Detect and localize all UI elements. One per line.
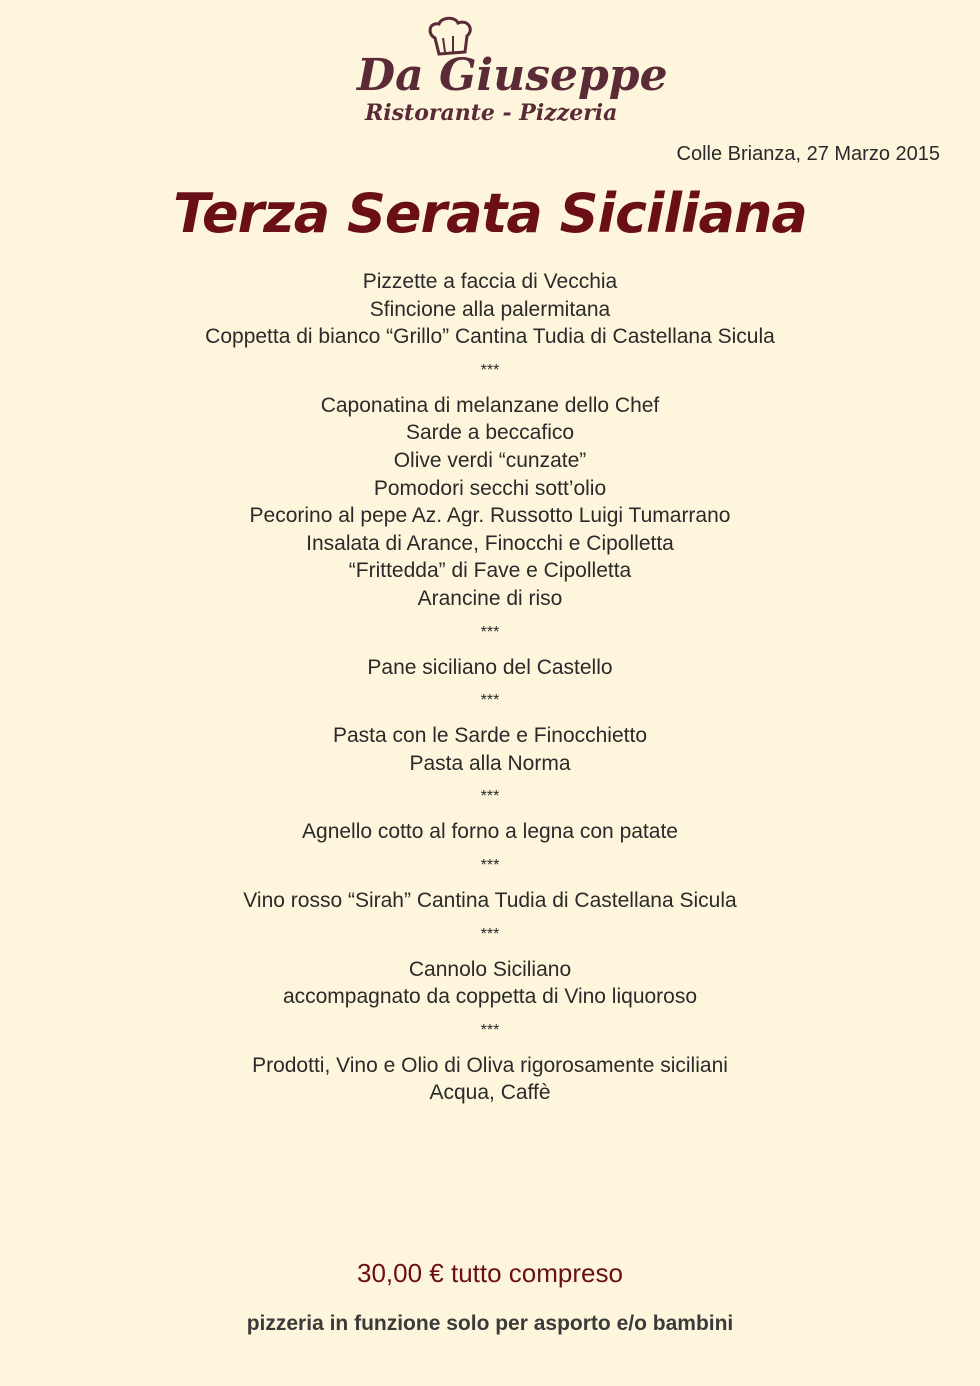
course-separator: *** bbox=[480, 692, 500, 710]
dateline: Colle Brianza, 27 Marzo 2015 bbox=[676, 143, 940, 165]
logo-subtitle: Ristorante - Pizzeria bbox=[365, 100, 618, 126]
course-separator: *** bbox=[480, 788, 500, 806]
logo-name: Da Giuseppe bbox=[357, 50, 668, 101]
menu-item: Olive verdi “cunzate” bbox=[393, 448, 587, 472]
course-separator: *** bbox=[480, 623, 500, 641]
menu-item: Pecorino al pepe Az. Agr. Russotto Luigi Tumarrano bbox=[249, 504, 731, 528]
menu-item: Pomodori secchi sott’olio bbox=[373, 476, 607, 500]
pizzeria-note: pizzeria in funzione solo per asporto e/o bambini bbox=[246, 1312, 734, 1335]
restaurant-logo bbox=[355, 16, 668, 131]
menu-item: Vino rosso “Sirah” Cantina Tudia di Castellana Sicula bbox=[243, 888, 737, 912]
menu-item: accompagnato da coppetta di Vino liquoroso bbox=[282, 985, 698, 1009]
course-group bbox=[0, 654, 980, 682]
menu-item: Pizzette a faccia di Vecchia bbox=[362, 270, 618, 293]
course-group bbox=[0, 392, 980, 613]
course-group bbox=[0, 887, 980, 915]
menu-item: Sarde a beccafico bbox=[405, 421, 575, 445]
menu-item: Cannolo Siciliano bbox=[408, 957, 572, 981]
menu-item: Prodotti, Vino e Olio di Oliva rigorosamente siciliani bbox=[252, 1053, 728, 1077]
menu-item: “Frittedda” di Fave e Cipolletta bbox=[348, 559, 632, 583]
course-separator: *** bbox=[480, 925, 500, 943]
menu-item: Caponatina di melanzane dello Chef bbox=[320, 393, 660, 417]
price: 30,00 € tutto compreso bbox=[357, 1258, 623, 1288]
menu-item: Acqua, Caffè bbox=[429, 1081, 551, 1105]
menu-item: Arancine di riso bbox=[417, 586, 563, 610]
menu-item: Pasta con le Sarde e Finocchietto bbox=[332, 724, 647, 748]
menu-item: Agnello cotto al forno a legna con patate bbox=[302, 820, 678, 844]
course-group bbox=[0, 1052, 980, 1107]
course-group bbox=[0, 722, 980, 777]
menu-item: Pasta alla Norma bbox=[409, 751, 571, 775]
menu-item: Pane siciliano del Castello bbox=[367, 655, 613, 679]
course-separator: *** bbox=[480, 361, 500, 379]
course-group bbox=[0, 818, 980, 846]
menu-item: Sfincione alla palermitana bbox=[369, 297, 611, 321]
menu-list bbox=[0, 268, 980, 1107]
course-separator: *** bbox=[480, 1021, 500, 1039]
course-group bbox=[0, 268, 980, 351]
course-separator: *** bbox=[480, 856, 500, 874]
course-group bbox=[0, 956, 980, 1011]
page-title: Terza Serata Siciliana bbox=[173, 182, 807, 245]
menu-item: Insalata di Arance, Finocchi e Cipolletta bbox=[306, 531, 674, 555]
menu-item: Coppetta di bianco “Grillo” Cantina Tudia di Castellana Sicula bbox=[205, 325, 775, 349]
